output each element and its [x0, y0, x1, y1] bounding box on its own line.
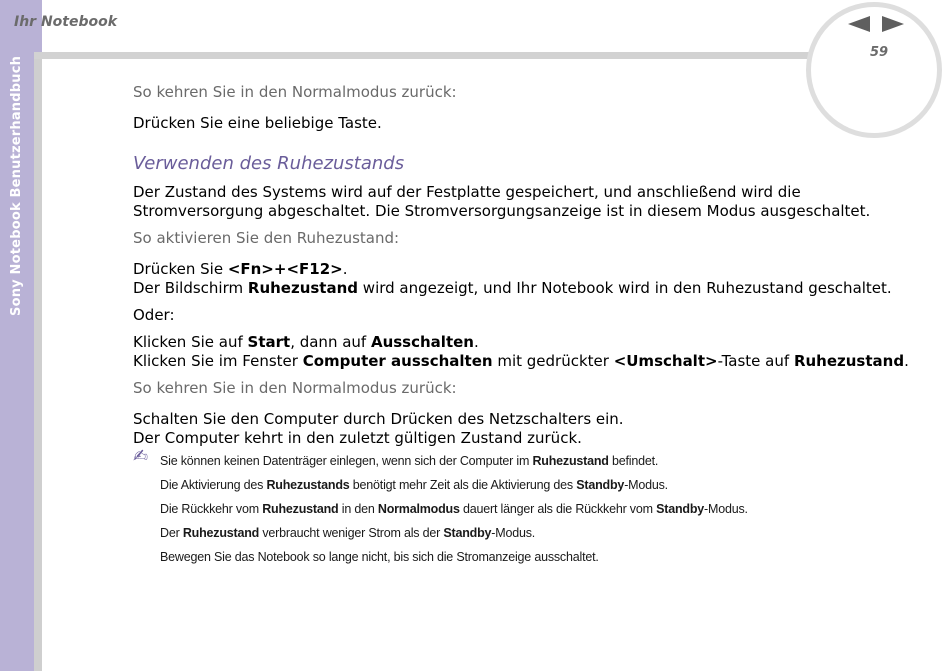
instruction-label: So kehren Sie in den Normalmodus zurück: [133, 83, 457, 101]
start-instruction: Klicken Sie auf Start, dann auf Ausschalten. [133, 333, 479, 351]
power-result: Der Computer kehrt in den zuletzt gültigen Zustand zurück. [133, 429, 582, 447]
key-combination: <Fn>+<F12> [227, 260, 343, 278]
right-arrow-icon[interactable] [882, 16, 904, 32]
window-instruction: Klicken Sie im Fenster Computer ausschalten mit gedrückter <Umschalt>-Taste auf Ruhezustand. [133, 352, 909, 370]
header-divider [34, 52, 824, 59]
instruction-label: So aktivieren Sie den Ruhezustand: [133, 229, 400, 247]
left-arrow-icon[interactable] [848, 16, 870, 32]
page-number: 59 [869, 45, 889, 60]
section-title: Ihr Notebook [14, 14, 118, 30]
note-line: Sie können keinen Datenträger einlegen, wenn sich der Computer im Ruhezustand befindet. [160, 454, 659, 468]
vertical-manual-title: Sony Notebook Benutzerhandbuch [9, 55, 24, 316]
note-line: Bewegen Sie das Notebook so lange nicht, bis sich die Stromanzeige ausschaltet. [160, 550, 599, 564]
note-line: Der Ruhezustand verbraucht weniger Strom als der Standby-Modus. [160, 526, 536, 540]
sidebar-divider [34, 52, 42, 671]
description-paragraph: Der Zustand des Systems wird auf der Festplatte gespeichert, und anschließend wird die Stromversorgung abgeschaltet. Die Stromversorgungsanzeige ist in diesem Modus ausgeschaltet. [133, 183, 871, 220]
key-instruction: Drücken Sie <Fn>+<F12>. [133, 260, 348, 278]
screen-description: Der Bildschirm Ruhezustand wird angezeigt, und Ihr Notebook wird in den Ruhezustand geschaltet. [133, 279, 892, 297]
pen-note-icon: ✍ [133, 446, 148, 467]
instruction-text: Drücken Sie eine beliebige Taste. [133, 114, 382, 132]
power-instruction: Schalten Sie den Computer durch Drücken des Netzschalters ein. [133, 410, 624, 428]
note-line: Die Rückkehr vom Ruhezustand in den Normalmodus dauert länger als die Rückkehr vom Standby-Modus. [160, 502, 748, 516]
instruction-label: So kehren Sie in den Normalmodus zurück: [133, 379, 457, 397]
note-block [133, 446, 933, 564]
note-line: Die Aktivierung des Ruhezustands benötigt mehr Zeit als die Aktivierung des Standby-Modus. [160, 478, 668, 492]
alternative-label: Oder: [133, 306, 175, 324]
section-heading: Verwenden des Ruhezustands [133, 153, 405, 174]
main-content [133, 83, 933, 574]
